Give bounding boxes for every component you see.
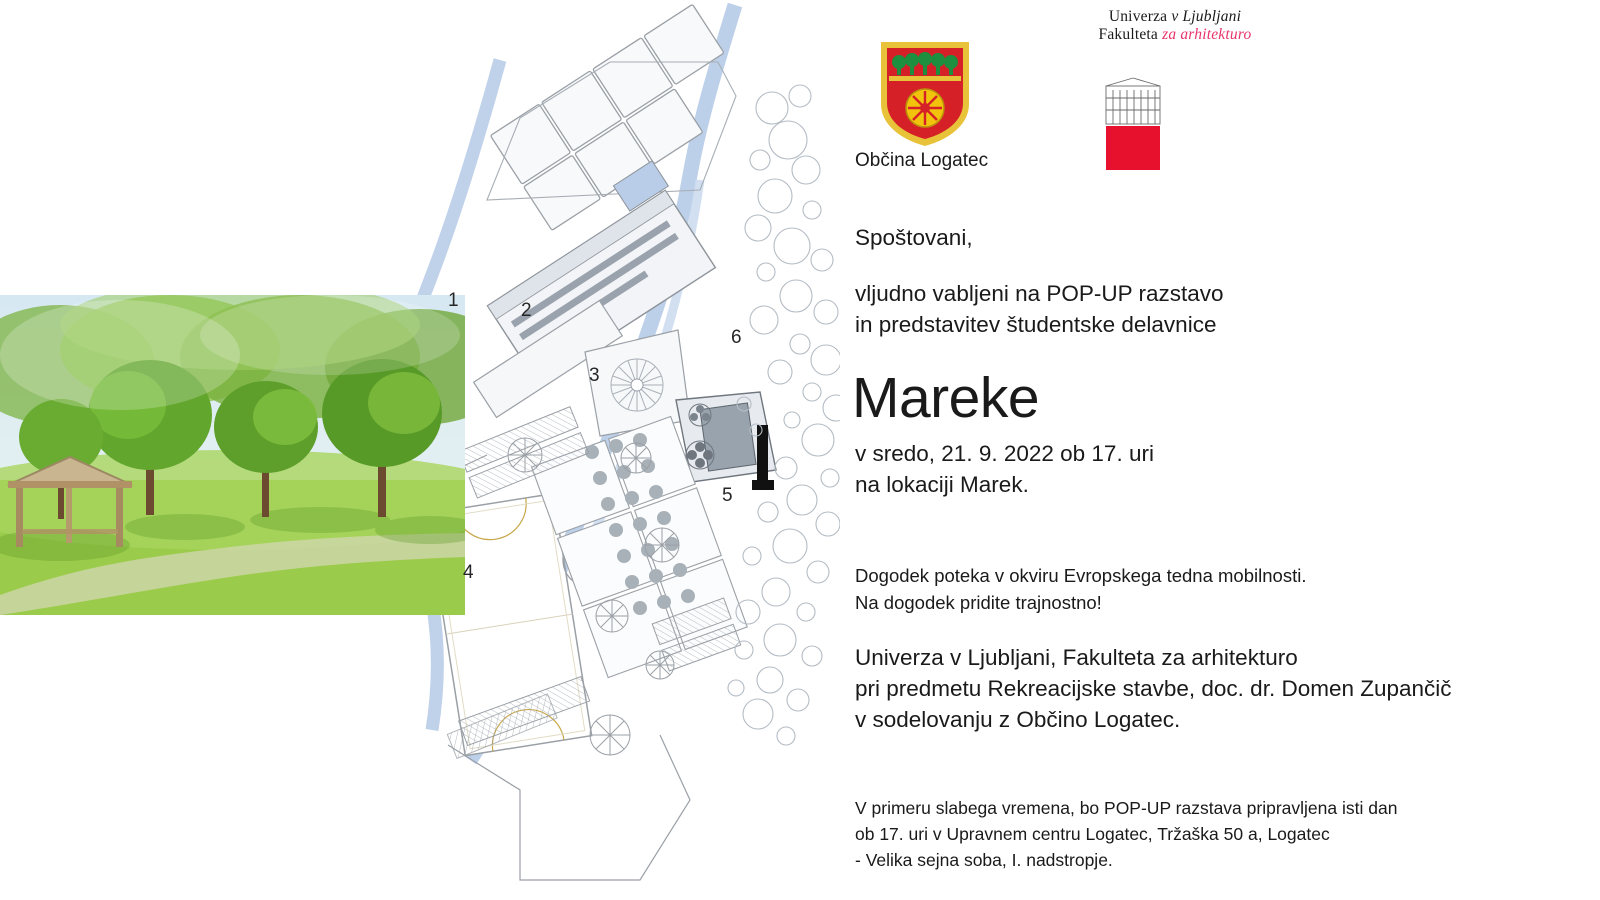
uni-line2-italic: za arhitekturo	[1162, 26, 1252, 43]
organizer-line-3: v sodelovanju z Občino Logatec.	[855, 707, 1181, 732]
plan-marker-1: 1	[448, 290, 459, 311]
bad-weather-line-3: - Velika sejna soba, I. nadstropje.	[855, 850, 1113, 870]
bad-weather-line-2: ob 17. uri v Upravnem centru Logatec, Tržaška 50 a, Logatec	[855, 824, 1330, 844]
organizer-line-1: Univerza v Ljubljani, Fakulteta za arhitekturo	[855, 645, 1298, 670]
bad-weather-line-1: V primeru slabega vremena, bo POP-UP razstava pripravljena isti dan	[855, 798, 1398, 818]
plan-marker-2: 2	[521, 300, 532, 321]
event-date-line: v sredo, 21. 9. 2022 ob 17. uri	[855, 441, 1154, 466]
organizer-block	[855, 642, 1452, 735]
plan-marker-6: 6	[731, 327, 742, 348]
salutation: Spoštovani,	[855, 225, 973, 250]
uni-line2-plain: Fakulteta	[1098, 26, 1163, 43]
mobility-note-line-2: Na dogodek pridite trajnostno!	[855, 592, 1102, 613]
uni-line1-plain: Univerza	[1108, 8, 1172, 25]
invitation-text	[855, 278, 1224, 340]
mobility-note-line-1: Dogodek poteka v okviru Evropskega tedna mobilnosti.	[855, 565, 1307, 586]
plan-marker-3: 3	[589, 365, 600, 386]
organizer-line-2: pri predmetu Rekreacijske stavbe, doc. dr. Domen Zupančič	[855, 676, 1452, 701]
invitation-line-2: in predstavitev študentske delavnice	[855, 312, 1217, 337]
plan-marker-4: 4	[463, 562, 474, 583]
faculty-building-mark-icon	[1103, 76, 1163, 172]
logatec-coat-of-arms-icon	[875, 38, 975, 148]
municipality-label: Občina Logatec	[855, 150, 989, 171]
uni-line1-italic: v Ljubljani	[1171, 8, 1242, 25]
orchard-photo	[0, 295, 465, 615]
university-logo	[1060, 8, 1290, 44]
bad-weather-note	[855, 795, 1397, 873]
invitation-content	[852, 0, 1600, 900]
event-location-line: na lokaciji Marek.	[855, 472, 1029, 497]
event-datetime	[855, 438, 1154, 500]
mobility-week-note	[855, 562, 1306, 616]
invitation-line-1: vljudno vabljeni na POP-UP razstavo	[855, 281, 1224, 306]
event-title: Mareke	[852, 366, 1040, 430]
plan-marker-5: 5	[722, 485, 733, 506]
